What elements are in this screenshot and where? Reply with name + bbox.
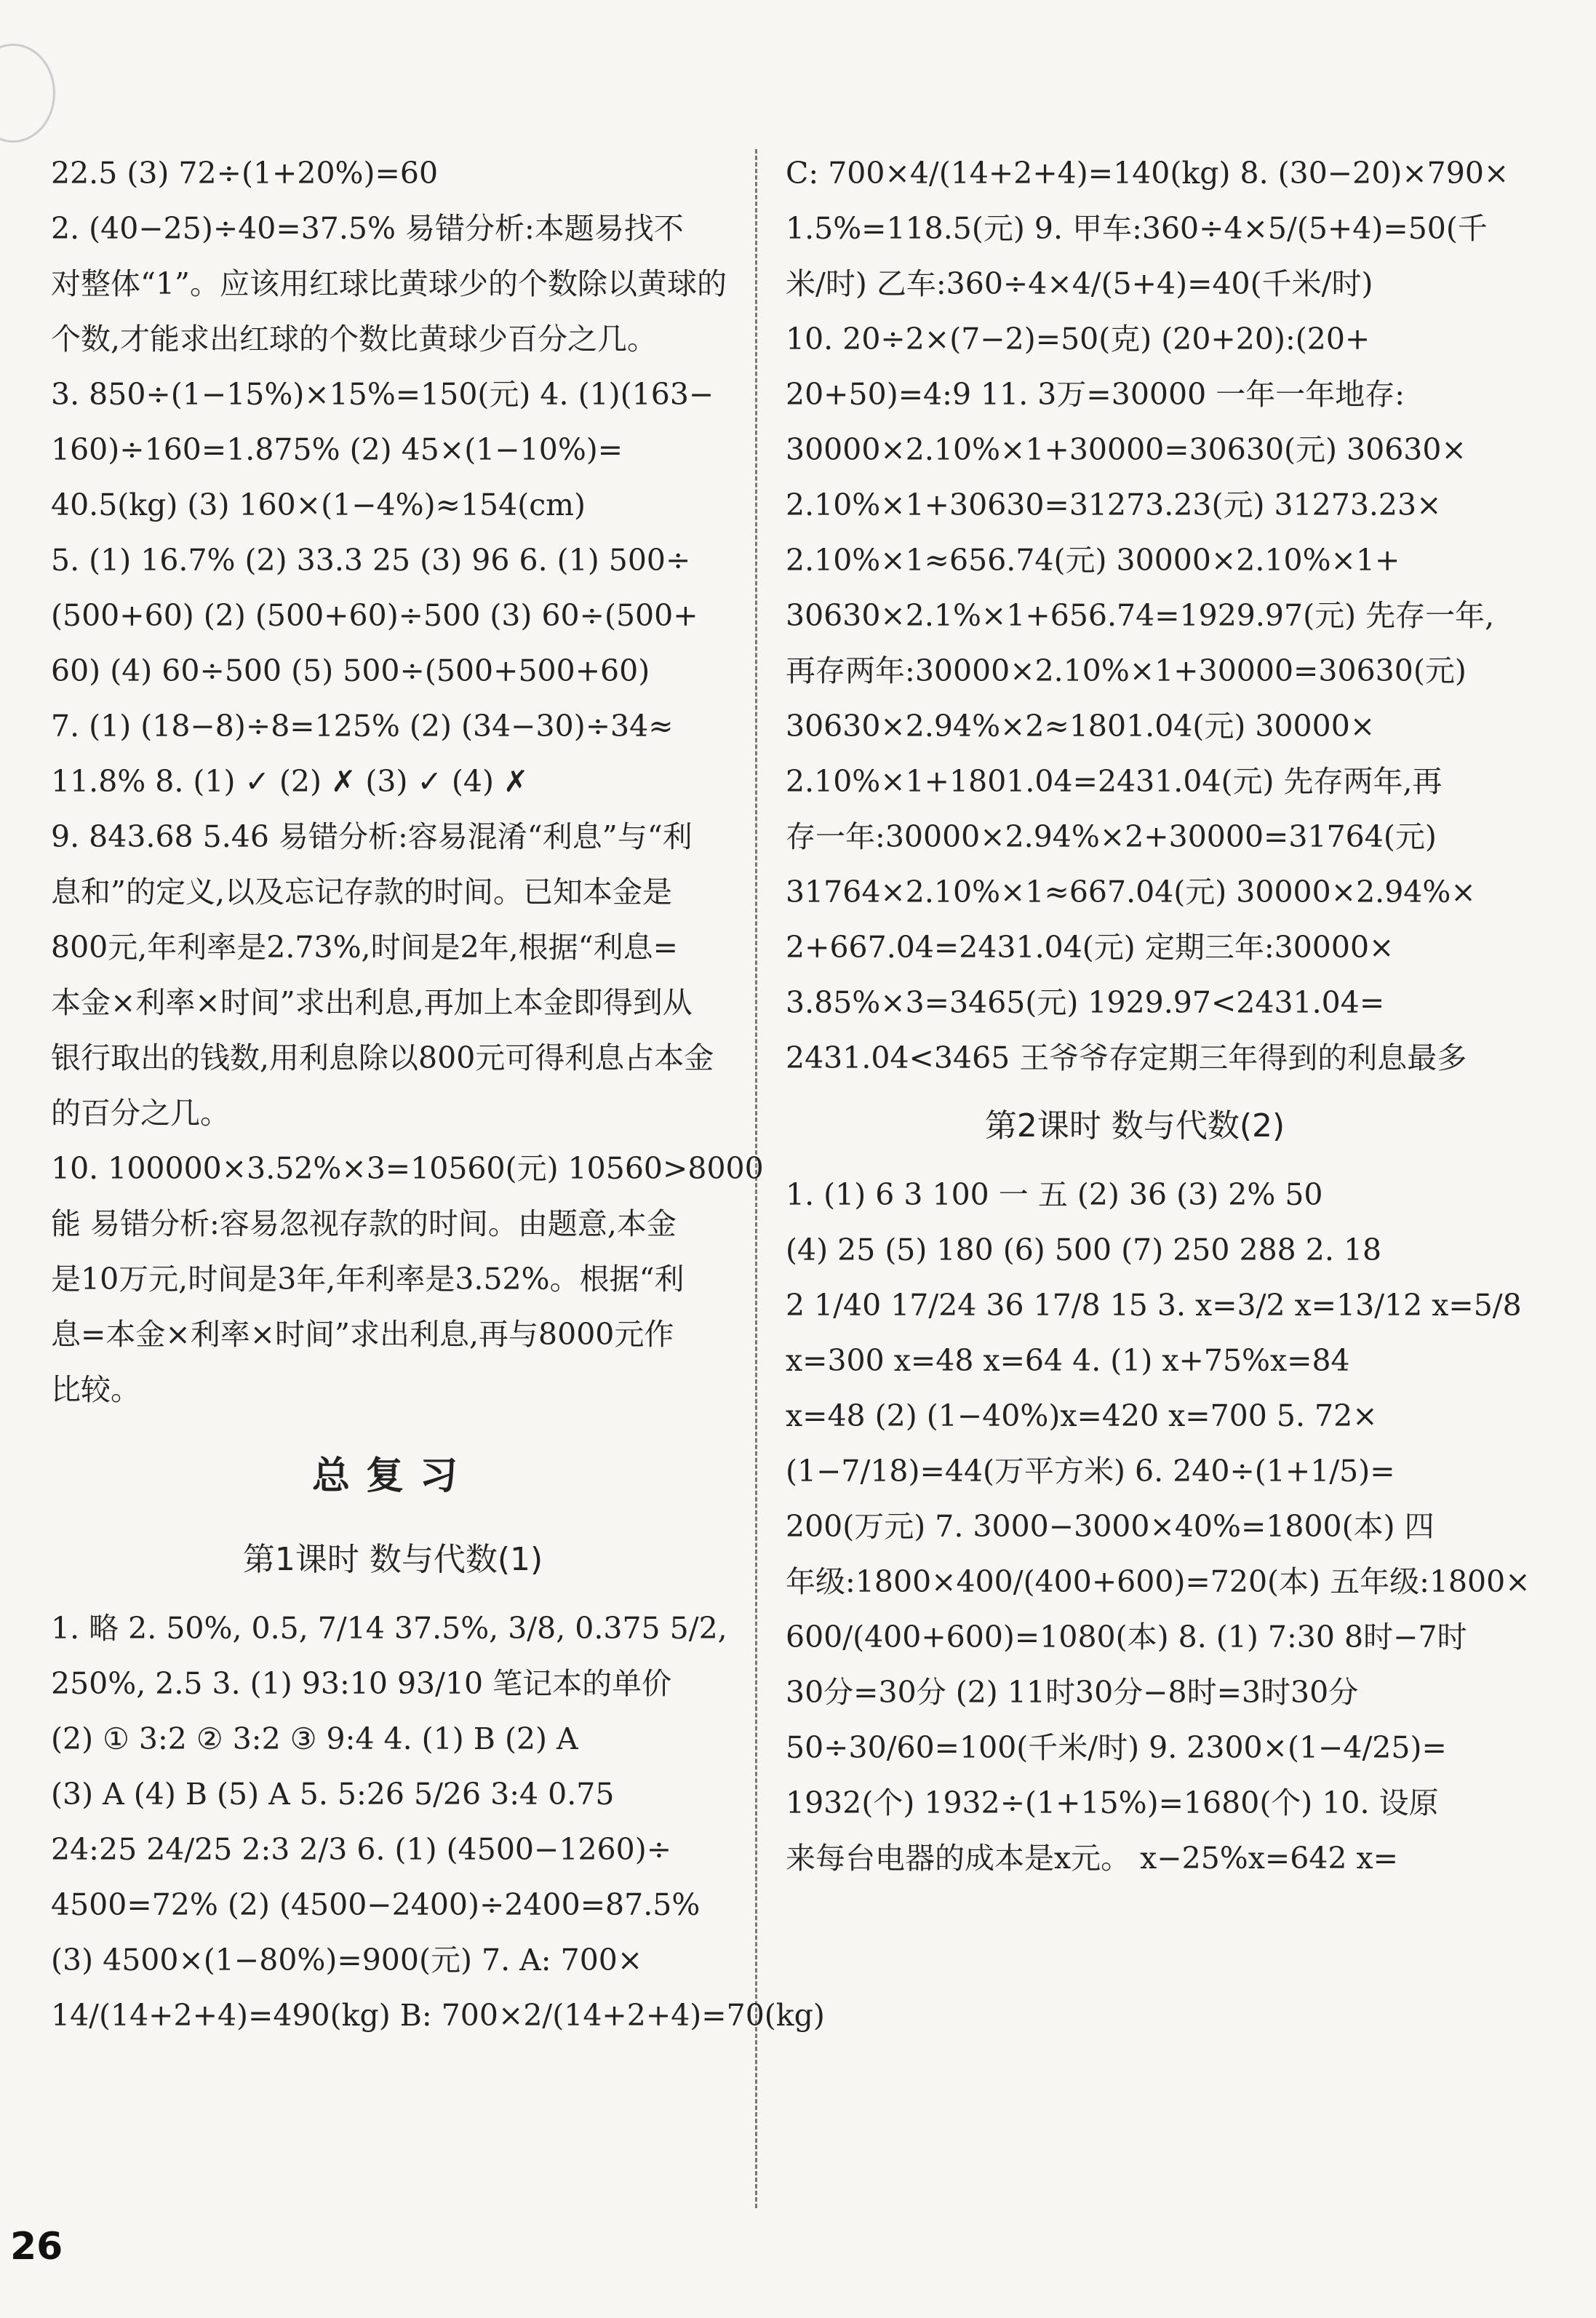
text-line: 22.5 (3) 72÷(1+20%)=60 xyxy=(51,156,439,191)
text-line: 2.10%×1≈656.74(元) 30000×2.10%×1+ xyxy=(786,543,1400,578)
text-line: (4) 25 (5) 180 (6) 500 (7) 250 288 2. 18 xyxy=(786,1232,1382,1267)
text-line: 30分=30分 (2) 11时30分−8时=3时30分 xyxy=(786,1675,1359,1710)
text-line: 来每台电器的成本是x元。 x−25%x=642 x= xyxy=(786,1841,1399,1876)
text-line: 存一年:30000×2.94%×2+30000=31764(元) xyxy=(786,819,1437,854)
text-line: 60) (4) 60÷500 (5) 500÷(500+500+60) xyxy=(51,653,650,688)
text-line: 对整体“1”。应该用红球比黄球少的个数除以黄球的 xyxy=(51,266,727,301)
text-line: 200(万元) 7. 3000−3000×40%=1800(本) 四 xyxy=(786,1509,1435,1544)
text-line: 2+667.04=2431.04(元) 定期三年:30000× xyxy=(786,930,1394,965)
page-number: 26 xyxy=(10,2225,63,2269)
text-line: 银行取出的钱数,用利息除以800元可得利息占本金 xyxy=(51,1040,714,1075)
text-line: 1932(个) 1932÷(1+15%)=1680(个) 10. 设原 xyxy=(786,1785,1439,1820)
text-line: 3. 850÷(1−15%)×15%=150(元) 4. (1)(163− xyxy=(51,377,714,412)
text-line: 5. (1) 16.7% (2) 33.3 25 (3) 96 6. (1) 500÷ xyxy=(51,543,691,578)
text-line: 个数,才能求出红球的个数比黄球少百分之几。 xyxy=(51,322,658,357)
text-line: 息和”的定义,以及忘记存款的时间。已知本金是 xyxy=(51,875,672,909)
text-line: 2.10%×1+30630=31273.23(元) 31273.23× xyxy=(786,487,1442,522)
text-line: 再存两年:30000×2.10%×1+30000=30630(元) xyxy=(786,653,1467,688)
text-line: 160)÷160=1.875% (2) 45×(1−10%)= xyxy=(51,432,623,467)
text-line: 250%, 2.5 3. (1) 93:10 93/10 笔记本的单价 xyxy=(51,1666,672,1701)
text-line: 2431.04<3465 王爷爷存定期三年得到的利息最多 xyxy=(786,1040,1467,1075)
text-line: 3.85%×3=3465(元) 1929.97<2431.04= xyxy=(786,985,1385,1020)
text-line: C: 700×4/(14+2+4)=140(kg) 8. (30−20)×790× xyxy=(786,156,1509,191)
text-line: x=48 (2) (1−40%)x=420 x=700 5. 72× xyxy=(786,1398,1378,1433)
text-line: 1.5%=118.5(元) 9. 甲车:360÷4×5/(5+4)=50(千 xyxy=(786,211,1488,246)
text-line: 2 1/40 17/24 36 17/8 15 3. x=3/2 x=13/12 x=5/8 xyxy=(786,1288,1522,1323)
right-column xyxy=(786,146,1531,1886)
text-line: 14/(14+2+4)=490(kg) B: 700×2/(14+2+4)=70(kg) xyxy=(51,1998,825,2033)
text-line: (3) A (4) B (5) A 5. 5:26 5/26 3:4 0.75 xyxy=(51,1777,615,1812)
text-line: 20+50)=4:9 11. 3万=30000 一年一年地存: xyxy=(786,377,1405,412)
text-line: 米/时) 乙车:360÷4×4/(5+4)=40(千米/时) xyxy=(786,266,1373,301)
text-line: 能 易错分析:容易忽视存款的时间。由题意,本金 xyxy=(51,1206,677,1241)
lesson-title: 第1课时 数与代数(1) xyxy=(242,1541,543,1578)
text-line: 40.5(kg) (3) 160×(1−4%)≈154(cm) xyxy=(51,487,586,522)
left-column xyxy=(51,146,825,2043)
text-line: 10. 20÷2×(7−2)=50(克) (20+20):(20+ xyxy=(786,322,1370,357)
text-line: 10. 100000×3.52%×3=10560(元) 10560>8000 xyxy=(51,1151,764,1186)
text-line: (500+60) (2) (500+60)÷500 (3) 60÷(500+ xyxy=(51,598,698,633)
right-bottom-lines xyxy=(786,1167,1531,1886)
text-line: 的百分之几。 xyxy=(51,1096,230,1131)
left-top-lines xyxy=(51,146,764,1417)
lesson-title: 第2课时 数与代数(2) xyxy=(984,1107,1285,1144)
text-line: 本金×利率×时间”求出利息,再加上本金即得到从 xyxy=(51,985,693,1020)
text-line: 1. (1) 6 3 100 一 五 (2) 36 (3) 2% 50 xyxy=(786,1177,1323,1212)
text-line: 30630×2.94%×2≈1801.04(元) 30000× xyxy=(786,709,1376,744)
text-line: 50÷30/60=100(千米/时) 9. 2300×(1−4/25)= xyxy=(786,1730,1447,1765)
text-line: 1. 略 2. 50%, 0.5, 7/14 37.5%, 3/8, 0.375 5/2, xyxy=(51,1611,727,1646)
text-line: 24:25 24/25 2:3 2/3 6. (1) (4500−1260)÷ xyxy=(51,1832,672,1867)
text-line: 4500=72% (2) (4500−2400)÷2400=87.5% xyxy=(51,1887,701,1922)
text-line: 30630×2.1%×1+656.74=1929.97(元) 先存一年, xyxy=(786,598,1495,633)
text-line: 9. 843.68 5.46 易错分析:容易混淆“利息”与“利 xyxy=(51,819,693,854)
text-line: 息=本金×利率×时间”求出利息,再与8000元作 xyxy=(51,1317,674,1352)
text-line: (1−7/18)=44(万平方米) 6. 240÷(1+1/5)= xyxy=(786,1454,1395,1489)
text-line: 比较。 xyxy=(51,1372,140,1407)
right-top-lines xyxy=(786,146,1509,1086)
text-line: 30000×2.10%×1+30000=30630(元) 30630× xyxy=(786,432,1467,467)
text-line: (2) ① 3:2 ② 3:2 ③ 9:4 4. (1) B (2) A xyxy=(51,1721,578,1756)
left-bottom-lines xyxy=(51,1601,825,2043)
text-line: 11.8% 8. (1) ✓ (2) ✗ (3) ✓ (4) ✗ xyxy=(51,764,529,799)
corner-decoration xyxy=(0,44,55,143)
text-line: 600/(400+600)=1080(本) 8. (1) 7:30 8时−7时 xyxy=(786,1620,1467,1654)
text-line: 是10万元,时间是3年,年利率是3.52%。根据“利 xyxy=(51,1262,685,1297)
text-line: 800元,年利率是2.73%,时间是2年,根据“利息= xyxy=(51,930,678,965)
text-line: 2.10%×1+1801.04=2431.04(元) 先存两年,再 xyxy=(786,764,1443,799)
text-line: 7. (1) (18−8)÷8=125% (2) (34−30)÷34≈ xyxy=(51,709,674,744)
text-line: 年级:1800×400/(400+600)=720(本) 五年级:1800× xyxy=(786,1564,1531,1599)
text-line: (3) 4500×(1−80%)=900(元) 7. A: 700× xyxy=(51,1943,643,1978)
text-line: 31764×2.10%×1≈667.04(元) 30000×2.94%× xyxy=(786,875,1476,909)
section-title: 总复习 xyxy=(311,1454,474,1498)
text-line: 2. (40−25)÷40=37.5% 易错分析:本题易找不 xyxy=(51,211,684,246)
text-line: x=300 x=48 x=64 4. (1) x+75%x=84 xyxy=(786,1343,1350,1378)
